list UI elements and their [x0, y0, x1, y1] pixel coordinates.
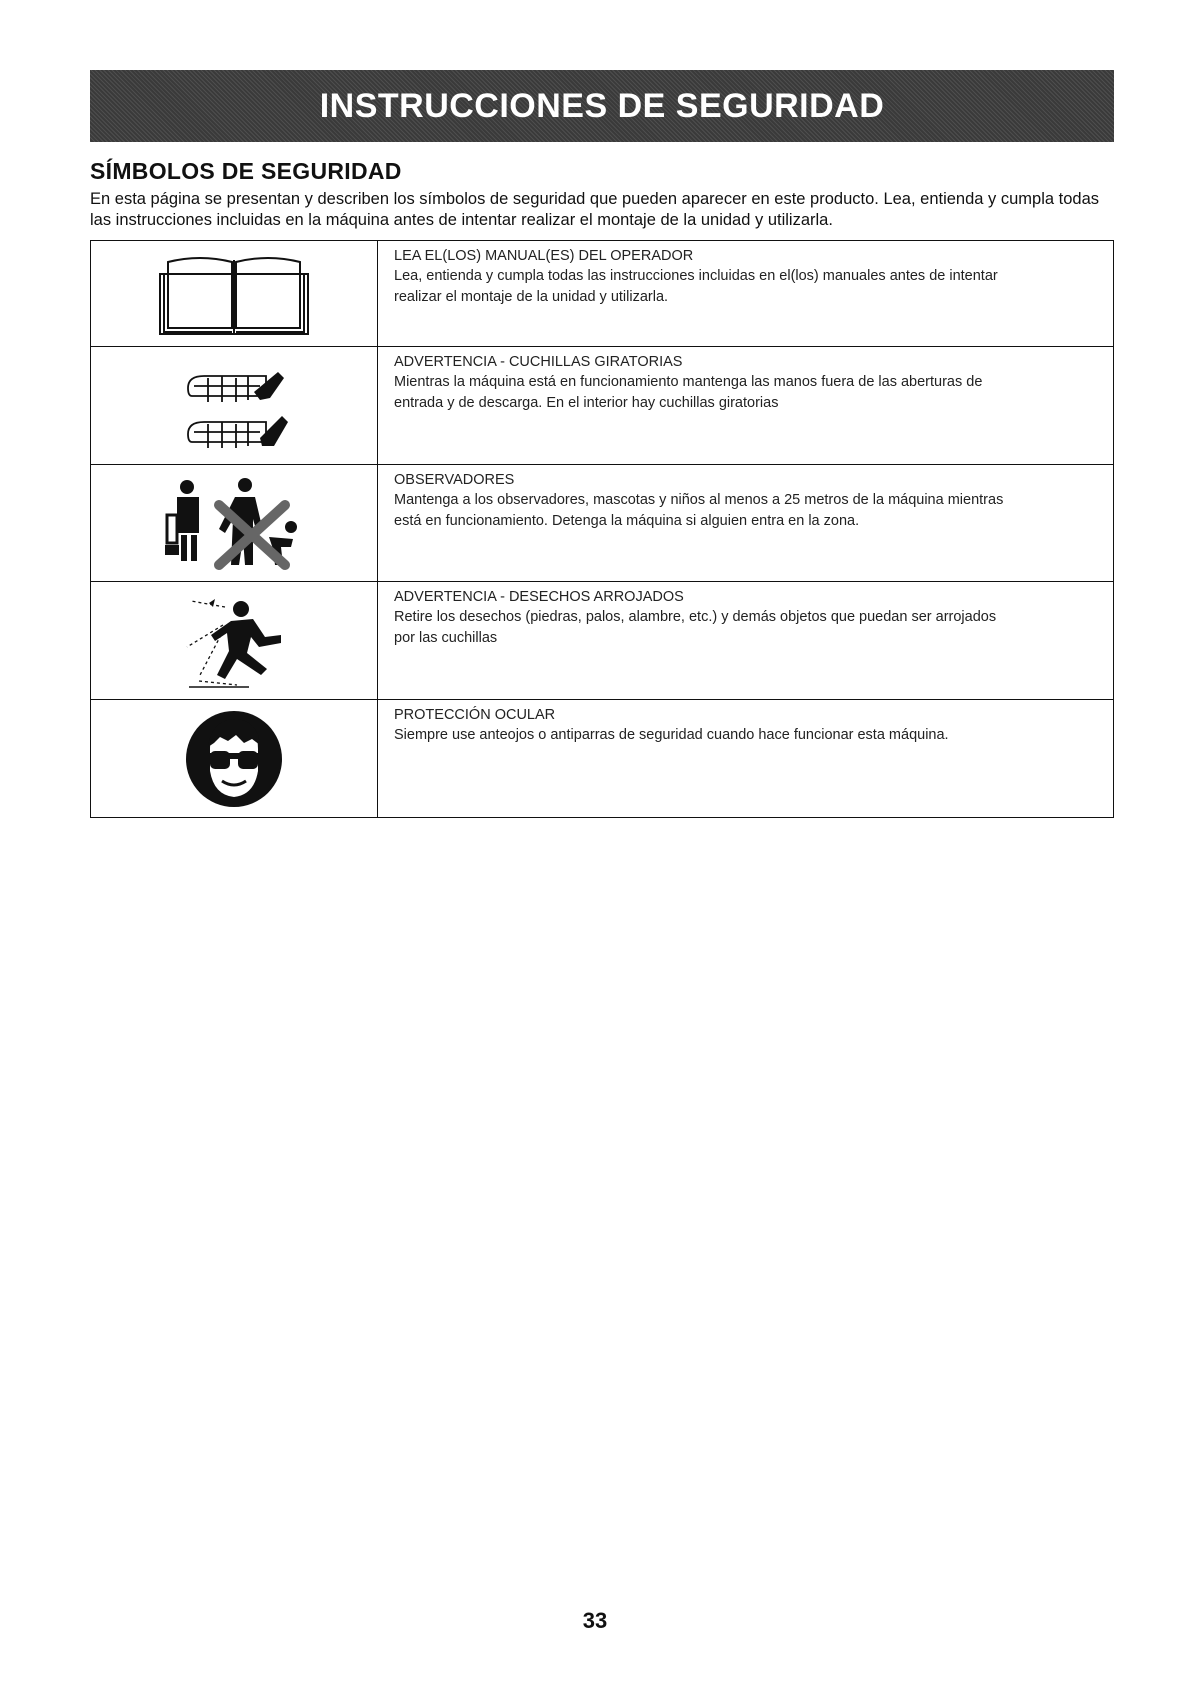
symbol-title: ADVERTENCIA - DESECHOS ARROJADOS [394, 589, 684, 605]
table-row [91, 347, 1114, 465]
eye-protection-icon [184, 709, 284, 809]
description-line: realizar el montaje de la unidad y utilizarla. [394, 289, 669, 305]
symbol-title: PROTECCIÓN OCULAR [394, 707, 556, 723]
header-banner [90, 70, 1114, 142]
symbol-description [394, 490, 1103, 532]
banner-title: INSTRUCCIONES DE SEGURIDAD [319, 86, 885, 125]
symbol-text-cell [378, 465, 1114, 582]
symbol-icon-cell [91, 582, 378, 700]
symbol-description [394, 725, 1103, 746]
symbol-icon-cell [91, 465, 378, 582]
safety-symbols-table [90, 240, 1114, 818]
bystanders-icon [159, 475, 309, 571]
table-row [91, 700, 1114, 818]
symbol-text-cell [378, 700, 1114, 818]
symbol-icon-cell [91, 241, 378, 347]
intro-line: En esta página se presentan y describen los símbolos de seguridad que pueden aparecer en este producto. Lea, entienda y cumpla todas [90, 190, 1100, 208]
symbol-text-cell [378, 241, 1114, 347]
symbol-description [394, 607, 1103, 649]
thrown-debris-icon [169, 591, 299, 691]
description-line: está en funcionamiento. Detenga la máquina si alguien entra en la zona. [394, 513, 860, 529]
intro-paragraph [90, 189, 1114, 231]
symbol-title: LEA EL(LOS) MANUAL(ES) DEL OPERADOR [394, 248, 694, 264]
table-row [91, 241, 1114, 347]
description-line: Lea, entienda y cumpla todas las instrucciones incluidas en el(los) manuales antes de intentar [394, 268, 998, 284]
description-line: Retire los desechos (piedras, palos, alambre, etc.) y demás objetos que puedan ser arrojados [394, 609, 997, 625]
symbol-title: OBSERVADORES [394, 472, 515, 488]
intro-line: las instrucciones incluidas en la máquina antes de intentar realizar el montaje de la unidad y utilizarla. [90, 211, 833, 229]
symbol-icon-cell [91, 700, 378, 818]
operator-manual-icon [154, 252, 314, 336]
symbol-text-cell [378, 347, 1114, 465]
description-line: por las cuchillas [394, 630, 498, 646]
description-line: entrada y de descarga. En el interior hay cuchillas giratorias [394, 395, 779, 411]
description-line: Mantenga a los observadores, mascotas y niños al menos a 25 metros de la máquina mientras [394, 492, 1004, 508]
symbol-text-cell [378, 582, 1114, 700]
table-row [91, 465, 1114, 582]
description-line: Siempre use anteojos o antiparras de seguridad cuando hace funcionar esta máquina. [394, 727, 949, 743]
symbol-description [394, 372, 1103, 414]
symbol-description [394, 266, 1103, 308]
symbol-title: ADVERTENCIA - CUCHILLAS GIRATORIAS [394, 354, 683, 370]
section-title: SÍMBOLOS DE SEGURIDAD [90, 158, 402, 184]
page-number: 33 [582, 1608, 608, 1633]
table-row [91, 582, 1114, 700]
rotating-blades-icon [174, 358, 294, 454]
description-line: Mientras la máquina está en funcionamiento mantenga las manos fuera de las aberturas de [394, 374, 983, 390]
symbol-icon-cell [91, 347, 378, 465]
